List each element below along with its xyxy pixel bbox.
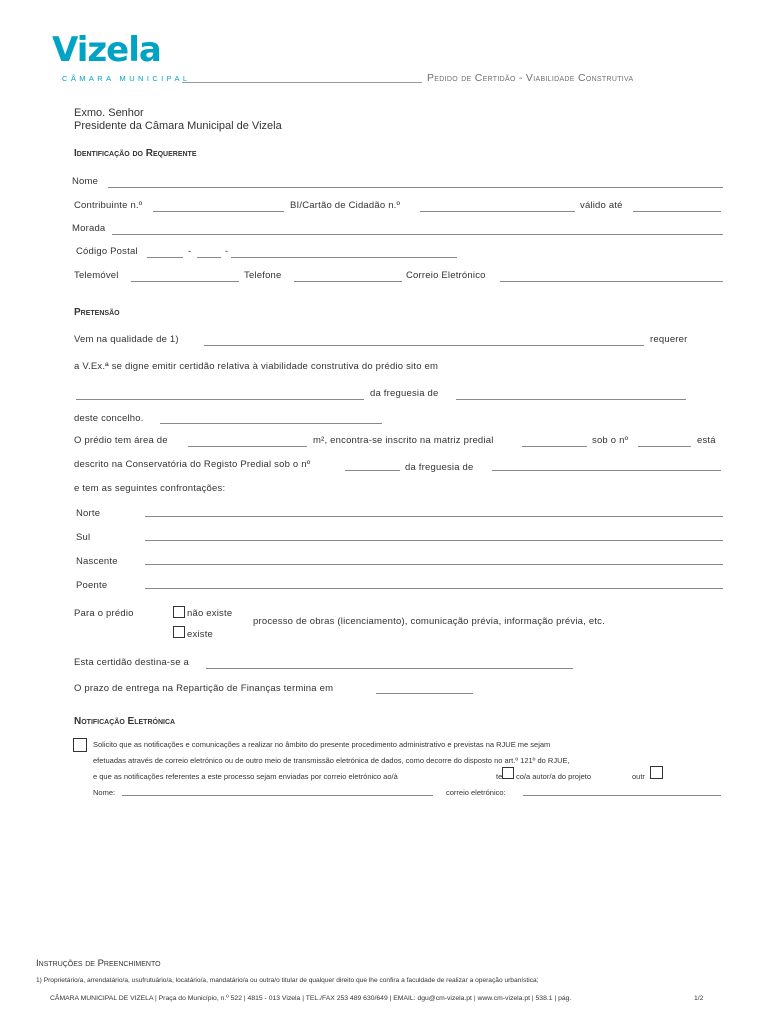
footer-page: 1/2 <box>694 995 704 1002</box>
field-contribuinte[interactable] <box>153 211 284 212</box>
footer-text: CÂMARA MUNICIPAL DE VIZELA | Praça do Município, n.º 522 | 4815 - 013 Vizela | TEL./FAX 253 489 630/649 | EMAIL: dgu@cm-vizela.pt | www.cm-vizela.pt | 538.1 | pág. <box>50 995 572 1002</box>
label-requerer: requerer <box>650 334 688 345</box>
page-title: Pedido de Certidão - Viabilidade Construtiva <box>427 72 634 84</box>
text-outr: outr <box>632 772 645 781</box>
label-correio: Correio Eletrónico <box>406 270 486 281</box>
label-confrontacoes: e tem as seguintes confrontações: <box>74 483 226 494</box>
label-para-predio: Para o prédio <box>74 608 134 619</box>
logo-subtitle: CÂMARA MUNICIPAL <box>62 74 191 83</box>
field-prazo[interactable] <box>376 693 473 694</box>
field-poente[interactable] <box>145 588 723 589</box>
label-sob: sob o nº <box>592 435 629 446</box>
addressee-line1: Exmo. Senhor <box>74 107 144 119</box>
label-area: O prédio tem área de <box>74 435 168 446</box>
label-descrito: descrito na Conservatória do Registo Predial sob o nº <box>74 459 311 470</box>
label-destina: Esta certidão destina-se a <box>74 657 190 668</box>
checkbox-nao-existe[interactable] <box>173 606 185 618</box>
label-concelho: deste concelho. <box>74 413 144 424</box>
label-notif-nome: Nome: <box>93 788 116 797</box>
label-nao-existe: não existe <box>187 608 233 619</box>
label-prazo: O prazo de entrega na Repartição de Finanças termina em <box>74 683 334 694</box>
checkbox-notificacao[interactable] <box>73 738 87 752</box>
text-notif-line1: Solicito que as notificações e comunicações a realizar no âmbito do presente procedimento administrativo e previstas na RJUE me sejam <box>93 740 551 749</box>
label-freguesia1: da freguesia de <box>370 388 439 399</box>
label-freguesia2: da freguesia de <box>405 462 474 473</box>
field-qualidade[interactable] <box>204 345 644 346</box>
label-valido: válido até <box>580 200 623 211</box>
field-morada[interactable] <box>112 234 723 235</box>
text-coautor: co/a autor/a do projeto <box>516 772 592 781</box>
field-norte[interactable] <box>145 516 723 517</box>
label-qualidade: Vem na qualidade de 1) <box>74 334 179 345</box>
label-norte: Norte <box>76 508 101 519</box>
label-contribuinte: Contribuinte n.º <box>74 200 143 211</box>
header-rule <box>182 82 422 83</box>
field-localidade[interactable] <box>231 257 457 258</box>
field-cp-1[interactable] <box>147 257 183 258</box>
text-notif-line3: e que as notificações referentes a este processo sejam enviadas por correio eletrónico ao/à <box>93 772 398 781</box>
section-heading-identificacao: Identificação do Requerente <box>74 148 197 159</box>
label-nascente: Nascente <box>76 556 118 567</box>
field-area[interactable] <box>188 446 307 447</box>
label-nome: Nome <box>72 176 99 187</box>
label-poente: Poente <box>76 580 108 591</box>
label-bi: BI/Cartão de Cidadão n.º <box>290 200 401 211</box>
field-descrito[interactable] <box>345 470 400 471</box>
label-notif-correio: correio eletrónico: <box>446 788 506 797</box>
text-processo: processo de obras (licenciamento), comunicação prévia, informação prévia, etc. <box>253 616 605 627</box>
section-heading-notificacao: Notificação Eletrónica <box>74 716 176 727</box>
field-bi[interactable] <box>420 211 575 212</box>
checkbox-outro[interactable] <box>650 766 663 779</box>
label-telefone: Telefone <box>244 270 282 281</box>
section-heading-pretensao: Pretensão <box>74 307 120 318</box>
label-telemovel: Telemóvel <box>74 270 119 281</box>
label-morada: Morada <box>72 223 106 234</box>
text-notif-line2: efetuadas através de correio eletrónico ou de outro meio de transmissão eletrónica de dados, como decorre do disposto no art.º 121º do RJUE, <box>93 756 570 765</box>
instrucoes-item-1: 1) Proprietário/a, arrendatário/a, usufrutuário/a, locatário/a, mandatário/a ou outra/o titular de qualquer direito que lhe confira a faculdade de realizar a operação urbanística; <box>36 977 539 984</box>
cp-dash: - <box>225 246 229 257</box>
cp-dash: - <box>188 246 192 257</box>
text-emitir: a V.Ex.ª se digne emitir certidão relativa à viabilidade construtiva do prédio sito em <box>74 361 439 372</box>
field-local[interactable] <box>76 399 364 400</box>
field-valido[interactable] <box>633 211 721 212</box>
field-destina[interactable] <box>206 668 573 669</box>
label-m2: m², encontra-se inscrito na matriz predial <box>313 435 494 446</box>
field-matriz[interactable] <box>522 446 587 447</box>
field-sob[interactable] <box>638 446 691 447</box>
label-sul: Sul <box>76 532 91 543</box>
field-sul[interactable] <box>145 540 723 541</box>
field-cp-2[interactable] <box>197 257 221 258</box>
field-freguesia1[interactable] <box>456 399 686 400</box>
field-correio[interactable] <box>500 281 723 282</box>
field-telefone[interactable] <box>294 281 402 282</box>
field-freguesia2[interactable] <box>492 470 721 471</box>
addressee-line2: Presidente da Câmara Municipal de Vizela <box>74 120 282 132</box>
field-notif-correio[interactable] <box>523 795 721 796</box>
field-notif-nome[interactable] <box>122 795 433 796</box>
label-esta: está <box>697 435 716 446</box>
logo-text: Vizela <box>52 30 161 70</box>
instrucoes-heading: Instruções de Preenchimento <box>36 958 161 969</box>
field-nome[interactable] <box>108 187 723 188</box>
field-telemovel[interactable] <box>131 281 239 282</box>
checkbox-existe[interactable] <box>173 626 185 638</box>
field-concelho[interactable] <box>160 423 382 424</box>
label-existe: existe <box>187 629 214 640</box>
checkbox-tecnico[interactable] <box>502 767 514 779</box>
label-codigo-postal: Código Postal <box>76 246 138 257</box>
text-te: te <box>496 772 503 781</box>
field-nascente[interactable] <box>145 564 723 565</box>
